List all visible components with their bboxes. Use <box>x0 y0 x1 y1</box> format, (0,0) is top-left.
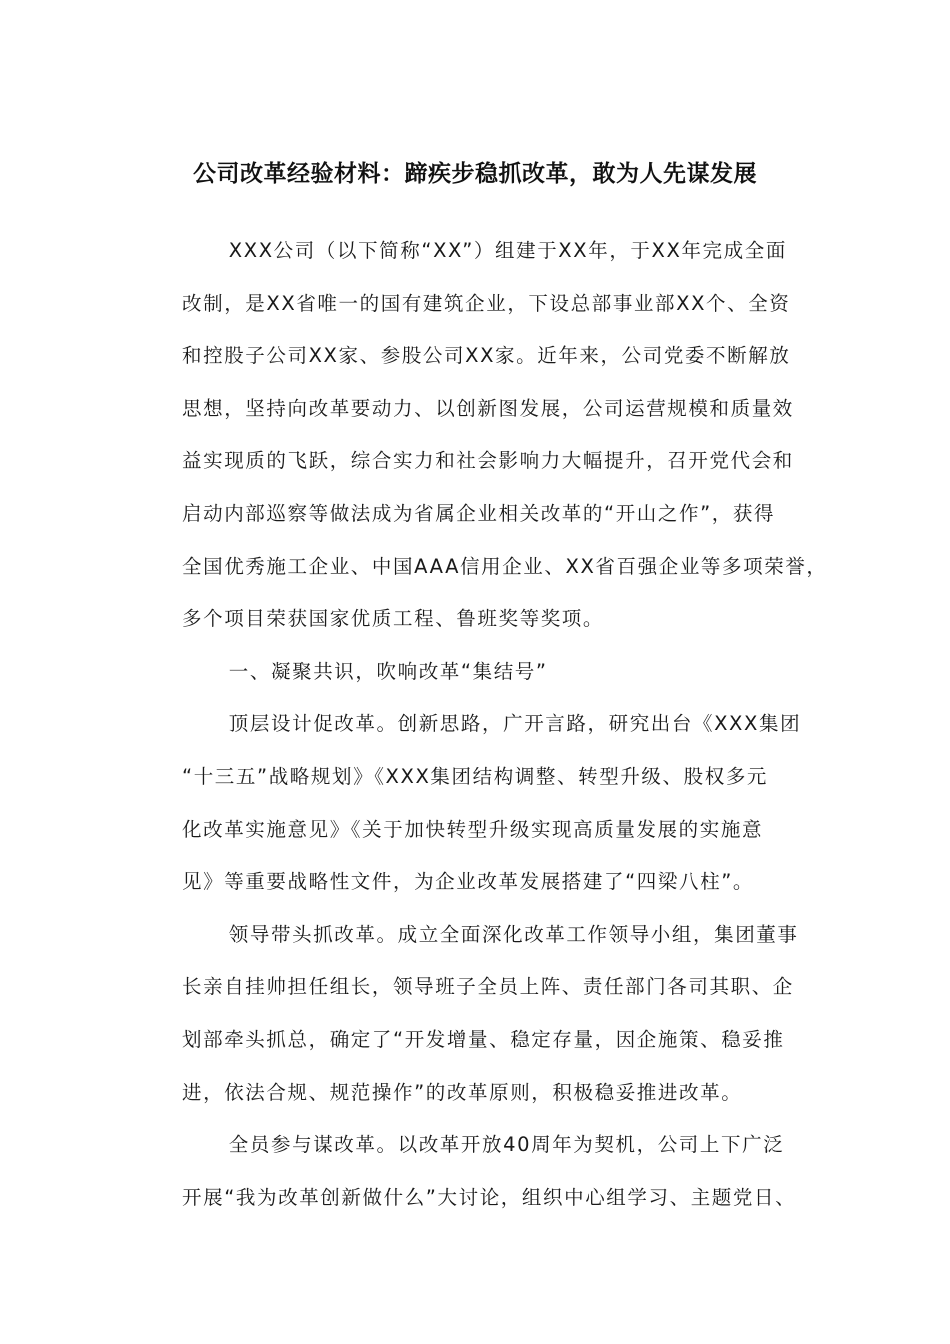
text-line: 顶层设计促改革。创新思路，广开言路，研究出台《XXX集团 <box>228 712 802 736</box>
text-line: 划部牵头抓总，确定了“开发增量、稳定存量，因企施策、稳妥推 <box>182 1027 785 1051</box>
text-line: 思想，坚持向改革要动力、以创新图发展，公司运营规模和质量效 <box>182 396 794 420</box>
paragraph-leadership <box>143 909 803 1119</box>
text-line: 多个项目荣获国家优质工程、鲁班奖等奖项。 <box>182 607 605 631</box>
text-line: 开展“我为改革创新做什么”大讨论，组织中心组学习、主题党日、 <box>182 1185 797 1209</box>
section-heading <box>143 646 803 699</box>
text-line: 全员参与谋改革。以改革开放40周年为契机，公司上下广泛 <box>228 1133 785 1157</box>
text-line: 进，依法合规、规范操作”的改革原则，积极稳妥推进改革。 <box>182 1080 743 1104</box>
paragraph-participation <box>143 1119 803 1224</box>
document-body <box>143 225 828 1224</box>
text-line: 化改革实施意见》《关于加快转型升级实现高质量发展的实施意 <box>182 817 764 841</box>
document-title: 公司改革经验材料：蹄疾步稳抓改革，敢为人先谋发展 <box>193 160 757 187</box>
text-line: 领导带头抓改革。成立全面深化改革工作领导小组，集团董事 <box>228 922 799 946</box>
text-line: 和控股子公司XX家、参股公司XX家。近年来，公司党委不断解放 <box>182 344 791 368</box>
paragraph-intro <box>143 225 828 646</box>
paragraph-top-level-design <box>143 698 803 908</box>
text-line: XXX公司（以下简称“XX”）组建于XX年，于XX年完成全面 <box>228 239 787 262</box>
text-line: 益实现质的飞跃，综合实力和社会影响力大幅提升，召开党代会和 <box>182 449 794 473</box>
text-line: 全国优秀施工企业、中国AAA信用企业、XX省百强企业等多项荣誉， <box>182 554 828 578</box>
text-line: “十三五”战略规划》《XXX集团结构调整、转型升级、股权多元 <box>182 764 769 788</box>
text-line: 见》等重要战略性文件，为企业改革发展搭建了“四梁八柱”。 <box>182 870 755 894</box>
text-line: 长亲自挂帅担任组长，领导班子全员上阵、责任部门各司其职、企 <box>182 975 794 999</box>
text-line: 改制，是XX省唯一的国有建筑企业，下设总部事业部XX个、全资 <box>182 291 791 315</box>
text-line: 一、凝聚共识，吹响改革“集结号” <box>228 659 548 683</box>
text-line: 启动内部巡察等做法成为省属企业相关改革的“开山之作”，获得 <box>182 501 776 525</box>
